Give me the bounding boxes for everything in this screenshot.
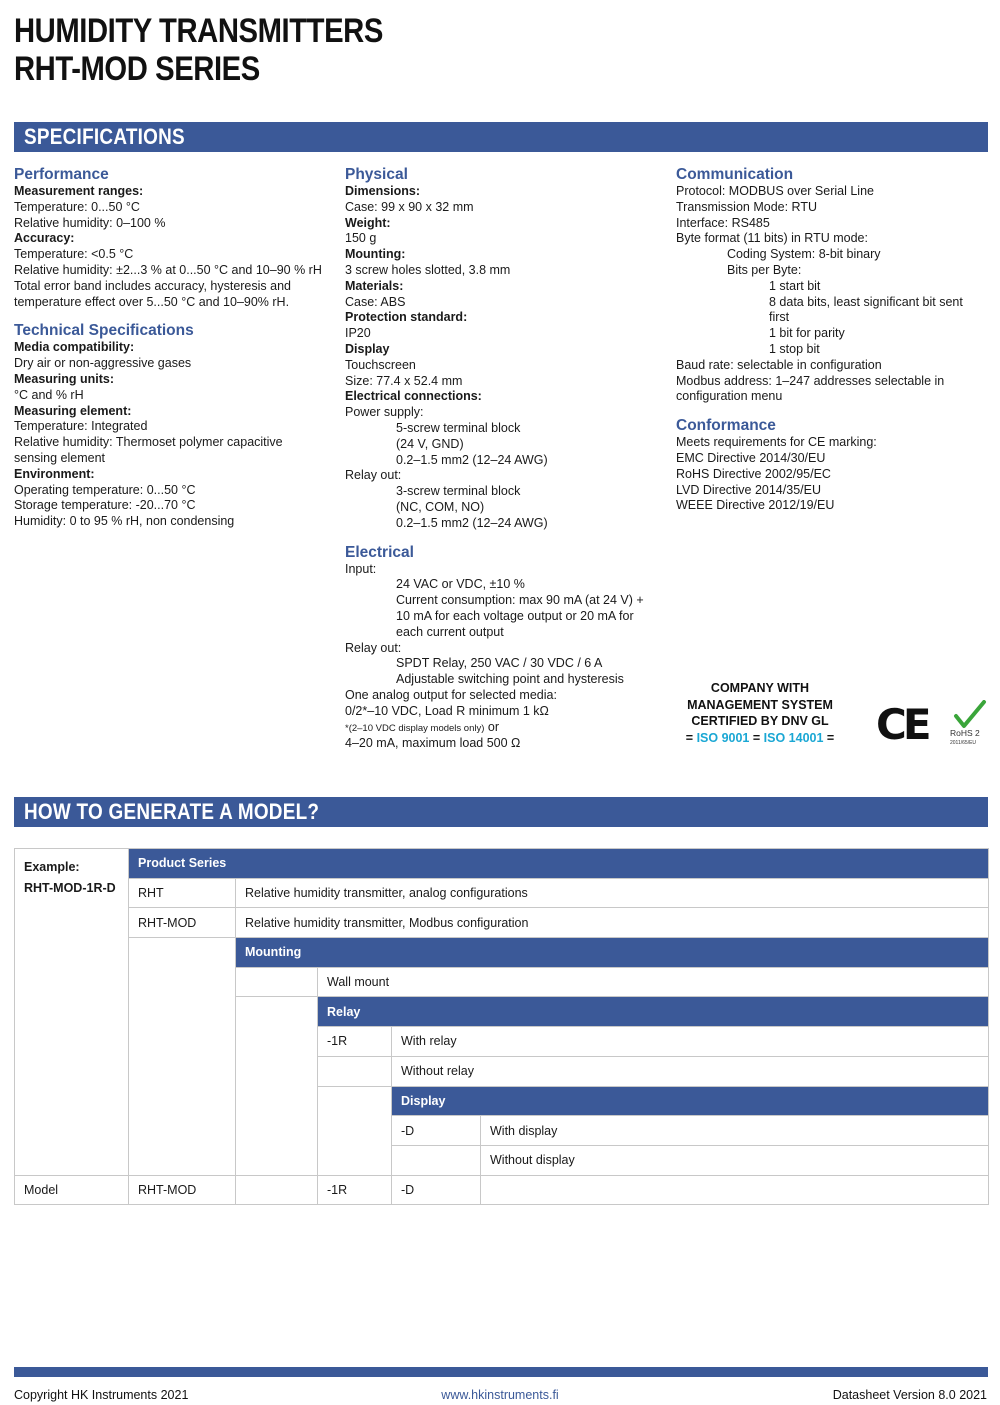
electrical-heading: Electrical [345,543,414,561]
without-display-desc: Without display [481,1145,989,1175]
spec-line: IP20 [345,326,371,341]
footer-version: Datasheet Version 8.0 2021 [832,1388,987,1402]
rohs-icon [948,700,988,746]
certification-block [676,680,844,746]
ce-mark-icon: CE [876,700,928,749]
table-row [15,849,989,879]
spec-line: Current consumption: max 90 mA (at 24 V) + [396,593,644,608]
table-row [15,938,989,968]
spec-label: Dimensions: [345,184,421,198]
spec-label: Measuring units: [14,371,115,386]
no-display-code [392,1145,481,1175]
spec-line: Relative humidity: 0–100 % [14,215,166,230]
spec-line: 1 start bit [769,278,821,293]
example-label: Example: [24,860,80,874]
footer-url-link[interactable]: www.hkinstruments.fi [441,1388,559,1402]
rhtmod-code: RHT-MOD [129,908,236,938]
rht-code: RHT [129,878,236,908]
table-row-model [15,1175,989,1205]
spec-label: Media compatibility: [14,340,135,355]
model-label: Model [15,1175,129,1205]
title-line-1: HUMIDITY TRANSMITTERS [14,12,383,50]
footer-copyright: Copyright HK Instruments 2021 [14,1388,189,1402]
spec-label: Environment: [14,466,95,481]
page-title [14,12,383,88]
specifications-bar [14,122,988,152]
model-display: -D [392,1175,481,1205]
spec-line: 1 stop bit [769,341,820,356]
rht-desc: Relative humidity transmitter, analog configurations [236,878,989,908]
spec-line: Modbus address: 1–247 addresses selectable in [676,373,945,388]
spec-line: Coding System: 8-bit binary [727,247,881,262]
spec-line: Relative humidity: Thermoset polymer capacitive [14,435,283,450]
spec-line: 1 bit for parity [769,326,845,341]
spec-label: Electrical connections: [345,389,482,404]
spec-line: (24 V, GND) [396,436,464,451]
iso-9001-label: ISO 9001 [696,730,750,745]
physical-heading: Physical [345,166,408,183]
spec-line: Size: 77.4 x 52.4 mm [345,373,463,388]
communication-heading: Communication [676,166,794,183]
spec-line: (NC, COM, NO) [396,499,485,514]
physical-list [345,184,665,532]
display-code: -D [392,1116,481,1146]
spec-line: 10 mA for each voltage output or 20 mA for [396,608,634,623]
spec-line: 4–20 mA, maximum load 500 Ω [345,736,521,751]
without-relay-desc: Without relay [392,1056,989,1086]
spec-line: Temperature: <0.5 °C [14,247,134,262]
spec-line [345,720,665,737]
spec-line: Touchscreen [345,357,416,372]
with-display-desc: With display [481,1116,989,1146]
spec-label: Measuring element: [14,403,132,418]
spec-line: Relay out: [345,468,402,483]
technical-list [14,340,334,530]
spec-line: LVD Directive 2014/35/EU [676,482,821,497]
technical-heading: Technical Specifications [14,322,194,340]
spec-label: Protection standard: [345,310,468,325]
no-relay-code [318,1056,392,1086]
spec-line: Case: 99 x 90 x 32 mm [345,199,474,214]
spec-line: Adjustable switching point and hysteresis [396,672,624,687]
spec-line: Bits per Byte: [727,262,802,277]
column-right [676,166,988,514]
cert-line-1: COMPANY WITH [710,681,810,695]
relay-spacer [318,1086,392,1175]
title-line-2: RHT-MOD SERIES [14,50,260,88]
spec-line: Total error band includes accuracy, hysteresis and [14,278,291,293]
with-relay-desc: With relay [392,1027,989,1057]
spec-line: Relay out: [345,640,402,655]
spec-line: 24 VAC or VDC, ±10 % [396,577,525,592]
spec-line: Baud rate: selectable in configuration [676,357,882,372]
cert-eq: = [826,730,835,745]
rohs-label: RoHS 2 [950,728,980,738]
spec-label: Mounting: [345,247,406,262]
electrical-list [345,562,665,753]
example-code: RHT-MOD-1R-D [24,881,116,895]
specifications-heading: SPECIFICATIONS [24,124,185,149]
spec-line: 8 data bits, least significant bit sent [769,294,963,309]
column-middle [345,166,665,752]
spec-line: 5-screw terminal block [396,420,521,435]
model-blank [481,1175,989,1205]
model-table [14,848,989,1205]
example-cell [15,849,129,1176]
conformance-list [676,435,988,514]
spec-line: Relative humidity: ±2...3 % at 0...50 °C and 10–90 % rH [14,262,322,277]
spec-line: Case: ABS [345,294,406,309]
spec-label: Measurement ranges: [14,184,144,198]
footnote-text: *(2–10 VDC display models only) [345,722,485,734]
relay-header: Relay [318,997,989,1027]
spec-label: Display [345,341,390,356]
cert-iso-line [676,730,844,747]
spec-line: SPDT Relay, 250 VAC / 30 VDC / 6 A [396,656,603,671]
spec-line: Meets requirements for CE marking: [676,435,877,450]
spec-line: Temperature: Integrated [14,419,148,434]
wall-mount-desc: Wall mount [318,967,989,997]
iso-14001-label: ISO 14001 [763,730,824,745]
spec-line: first [769,310,790,325]
spec-line: temperature effect over 5...50 °C and 10–90% rH. [14,294,290,309]
spec-line: 0.2–1.5 mm2 (12–24 AWG) [396,515,548,530]
spec-line: 0.2–1.5 mm2 (12–24 AWG) [396,452,548,467]
display-header: Display [392,1086,989,1116]
spec-line: Humidity: 0 to 95 % rH, non condensing [14,514,235,529]
spec-line: Protocol: MODBUS over Serial Line [676,184,874,198]
spec-line: Input: [345,561,377,576]
rohs-sub: 2011/65/EU [950,740,977,746]
spec-line: RoHS Directive 2002/95/EC [676,466,831,481]
relay-code: -1R [318,1027,392,1057]
spec-line: 3-screw terminal block [396,484,521,499]
mounting-code [236,967,318,997]
spec-line: Interface: RS485 [676,215,770,230]
model-relay: -1R [318,1175,392,1205]
communication-list [676,184,988,405]
table-row [15,908,989,938]
table-row [15,878,989,908]
model-series: RHT-MOD [129,1175,236,1205]
model-heading: HOW TO GENERATE A MODEL? [24,799,320,824]
spec-line: Dry air or non-aggressive gases [14,356,192,371]
conformance-heading: Conformance [676,417,776,435]
mounting-header: Mounting [236,938,989,968]
model-mounting [236,1175,318,1205]
footer-bar [14,1367,988,1377]
spec-line: 3 screw holes slotted, 3.8 mm [345,262,511,277]
spec-line: each current output [396,624,504,639]
spec-line: EMC Directive 2014/30/EU [676,450,826,465]
spec-line: configuration menu [676,389,783,404]
spec-line: WEEE Directive 2012/19/EU [676,498,835,513]
performance-heading: Performance [14,166,109,183]
rhtmod-desc: Relative humidity transmitter, Modbus configuration [236,908,989,938]
series-spacer [129,938,236,1176]
spec-line: Byte format (11 bits) in RTU mode: [676,231,868,246]
cert-line-2: MANAGEMENT SYSTEM [687,697,833,712]
product-series-header: Product Series [129,849,989,879]
performance-list [14,184,334,310]
spec-line: Temperature: 0...50 °C [14,199,140,214]
spec-line: Storage temperature: -20...70 °C [14,498,196,513]
cert-eq: = [752,730,761,745]
spec-line: Transmission Mode: RTU [676,199,818,214]
spec-label: Materials: [345,278,404,293]
mounting-spacer [236,997,318,1175]
cert-line-3: CERTIFIED BY DNV GL [691,714,829,728]
spec-label: Accuracy: [14,231,75,246]
cert-eq: = [685,730,694,745]
spec-line: 0/2*–10 VDC, Load R minimum 1 kΩ [345,703,549,718]
spec-line: °C and % rH [14,387,84,402]
spec-line: sensing element [14,450,106,465]
spec-line: Operating temperature: 0...50 °C [14,482,196,497]
spec-label: Weight: [345,215,391,230]
column-left [14,166,334,530]
spec-line: One analog output for selected media: [345,687,557,702]
model-bar [14,797,988,827]
spec-line: Power supply: [345,405,424,420]
footnote-tail: or [484,719,499,734]
spec-line: 150 g [345,231,377,246]
